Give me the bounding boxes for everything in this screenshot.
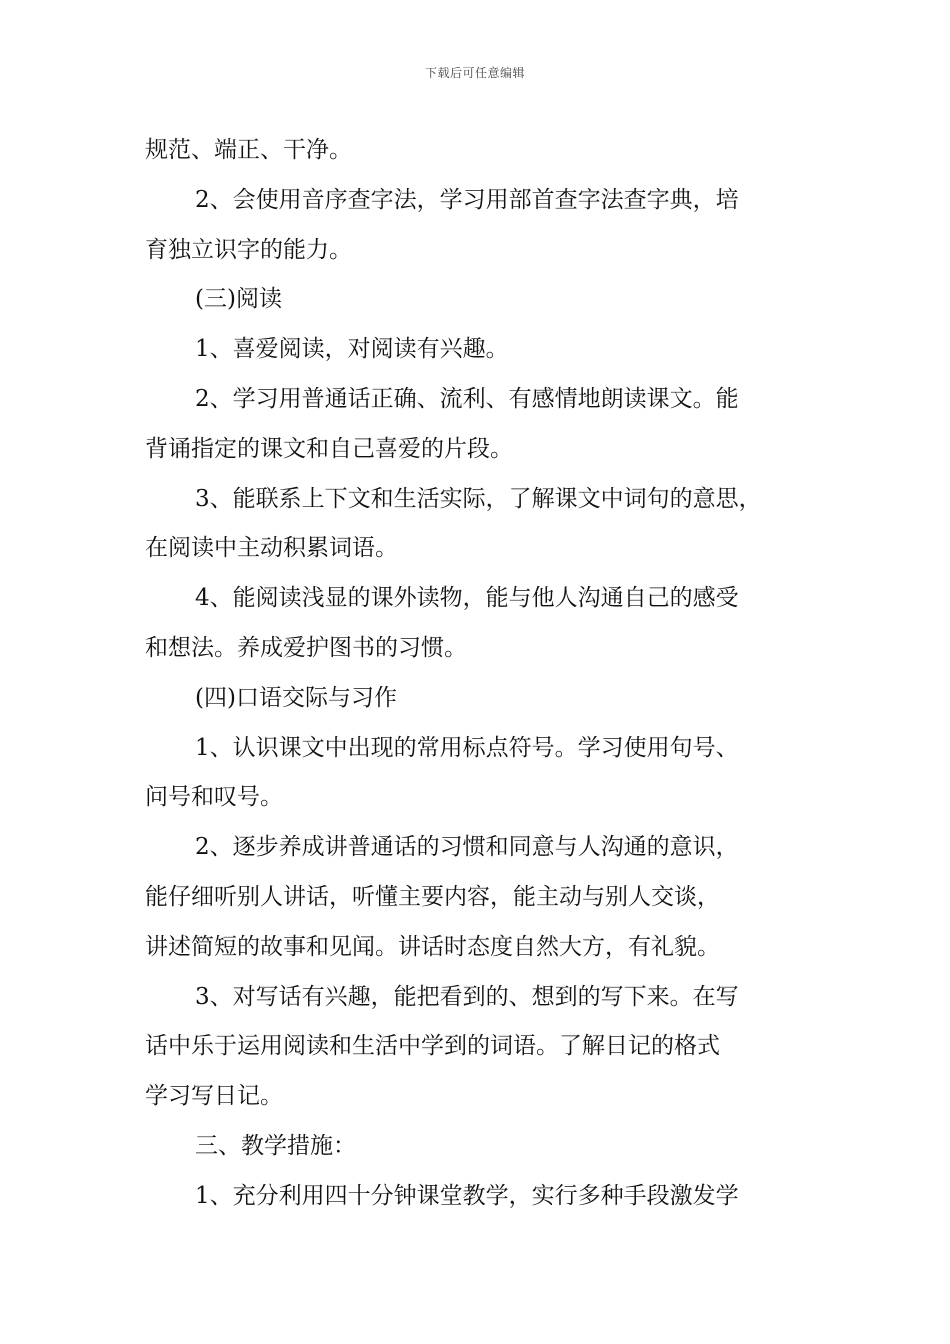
text-line: 讲述简短的故事和见闻。讲话时态度自然大方，有礼貌。 [145, 933, 720, 960]
text-line: 问号和叹号。 [145, 784, 283, 811]
text-line: 2、学习用普通话正确、流利、有感情地朗读课文。能 [195, 385, 739, 412]
text-line: 2、逐步养成讲普通话的习惯和同意与人沟通的意识， [195, 834, 739, 861]
text-line: 3、对写话有兴趣，能把看到的、想到的写下来。在写 [195, 983, 739, 1010]
text-line: 1、喜爱阅读，对阅读有兴趣。 [195, 336, 509, 363]
text-line: 话中乐于运用阅读和生活中学到的词语。了解日记的格式 [145, 1033, 720, 1060]
text-line: 在阅读中主动积累词语。 [145, 535, 398, 562]
section-heading: (三)阅读 [195, 286, 282, 313]
text-line: 1、充分利用四十分钟课堂教学，实行多种手段激发学 [195, 1182, 739, 1209]
text-line: 规范、端正、干净。 [145, 137, 352, 163]
text-line: 和想法。养成爱护图书的习惯。 [145, 634, 467, 661]
text-line: 学习写日记。 [145, 1083, 283, 1110]
section-heading: (四)口语交际与习作 [195, 684, 397, 711]
text-line: 育独立识字的能力。 [145, 236, 352, 263]
section-heading: 三、教学措施： [195, 1132, 356, 1159]
text-line: 背诵指定的课文和自己喜爱的片段。 [145, 435, 513, 462]
page-header: 下载后可任意编辑 [424, 66, 525, 80]
text-line: 1、认识课文中出现的常用标点符号。学习使用句号、 [195, 734, 739, 761]
text-line: 4、能阅读浅显的课外读物，能与他人沟通自己的感受 [195, 585, 739, 612]
text-line: 能仔细听别人讲话，听懂主要内容，能主动与别人交谈， [145, 883, 720, 910]
text-line: 2、会使用音序查字法，学习用部首查字法查字典，培 [195, 186, 739, 213]
text-line: 3、能联系上下文和生活实际，了解课文中词句的意思， [195, 485, 762, 512]
document-body [145, 126, 833, 1222]
